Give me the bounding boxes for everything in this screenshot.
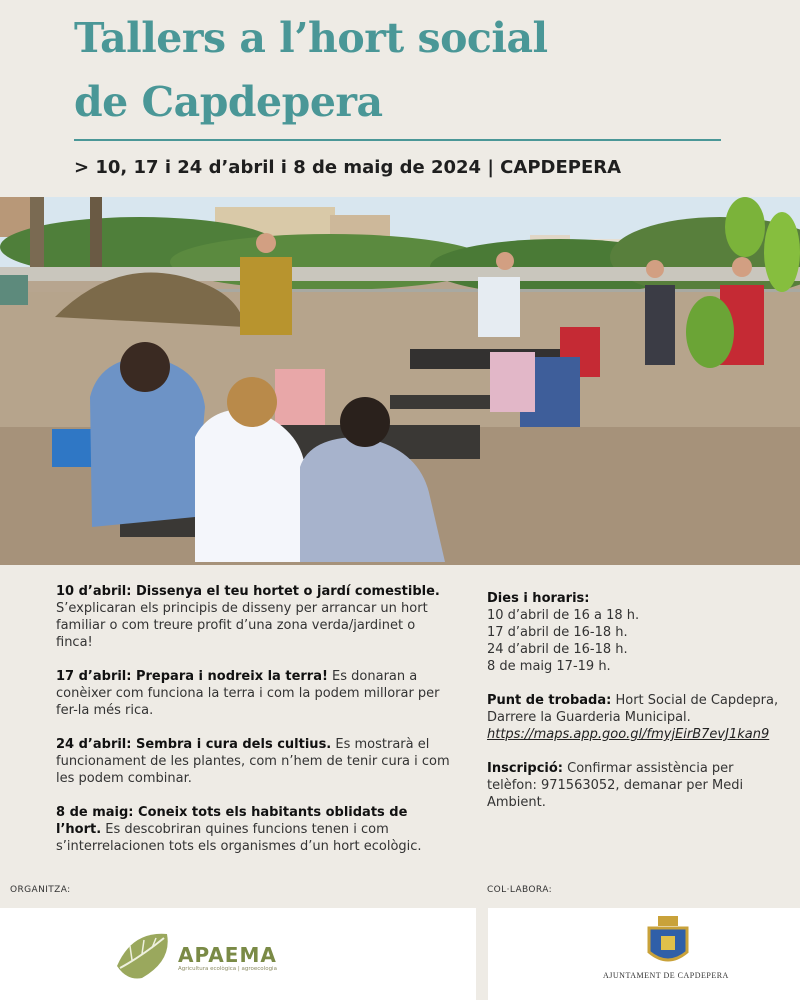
workshop-2-heading: 17 d’abril: Prepara i nodreix la terra! — [56, 669, 328, 684]
dates-line: > 10, 17 i 24 d’abril i 8 de maig de 2024 | CAPDEPERA — [74, 157, 622, 178]
schedule-line: 24 d’abril de 16-18 h. — [487, 642, 628, 657]
schedule-line: 17 d’abril de 16-18 h. — [487, 625, 628, 640]
signup-text: Confirmar assistència per telèfon: 971563052, demanar per Medi Ambient. — [487, 761, 744, 810]
apaema-logo-text: APAEMA — [178, 943, 277, 967]
collabora-label: COL·LABORA: — [487, 885, 553, 895]
title-line-1: Tallers a l’hort social — [74, 14, 548, 62]
apaema-leaf-icon — [112, 926, 182, 986]
meeting-point-block — [487, 692, 787, 743]
collaborator-logo-box — [488, 908, 800, 1000]
workshop-item-3 — [56, 736, 456, 787]
schedule-line: 10 d’abril de 16 a 18 h. — [487, 608, 640, 623]
schedule-line: 8 de maig 17-19 h. — [487, 659, 611, 674]
title-divider — [74, 139, 721, 141]
apaema-tagline: Agricultura ecològica | agroecologia — [178, 966, 277, 972]
workshops-list — [56, 583, 456, 872]
workshop-item-4 — [56, 804, 456, 855]
signup-heading: Inscripció: — [487, 761, 564, 776]
organitza-label: ORGANITZA: — [10, 885, 71, 895]
workshop-item-1 — [56, 583, 456, 651]
poster-title — [74, 6, 754, 134]
capdepera-crest-icon — [645, 914, 691, 970]
workshop-3-text: Es mostrarà el funcionament de les plantes, com n’hem de tenir cura i com les podem combinar. — [56, 737, 450, 786]
workshop-4-text: Es descobriran quines funcions tenen i com s’interrelacionen tots els organismes d’un hort ecològic. — [56, 822, 422, 854]
workshop-2-text: Es donaran a conèixer com funciona la terra i com la podem millorar per fer-la més rica. — [56, 669, 440, 718]
workshop-1-heading: 10 d’abril: Dissenya el teu hortet o jardí comestible. — [56, 584, 440, 599]
title-line-2: de Capdepera — [74, 78, 383, 126]
meeting-text: Hort Social de Capdepra, Darrere la Guarderia Municipal. — [487, 693, 779, 725]
workshop-4-heading: 8 de maig: Coneix tots els habitants oblidats de l’hort. — [56, 805, 408, 837]
maps-link[interactable]: https://maps.app.goo.gl/fmyjEirB7evJ1kan9 — [487, 727, 770, 742]
schedule-heading: Dies i horaris: — [487, 591, 590, 606]
workshop-item-2 — [56, 668, 456, 719]
signup-block — [487, 760, 787, 811]
workshop-1-text: S’explicaran els principis de disseny per arrancar un hort familiar o com treure profit d’una zona verda/jardinet o finca! — [56, 601, 428, 650]
workshop-photo — [0, 197, 800, 565]
info-column — [487, 590, 787, 828]
workshop-3-heading: 24 d’abril: Sembra i cura dels cultius. — [56, 737, 332, 752]
ajuntament-logo-text: AJUNTAMENT DE CAPDEPERA — [603, 971, 729, 980]
meeting-heading: Punt de trobada: — [487, 693, 612, 708]
schedule-block — [487, 590, 787, 675]
